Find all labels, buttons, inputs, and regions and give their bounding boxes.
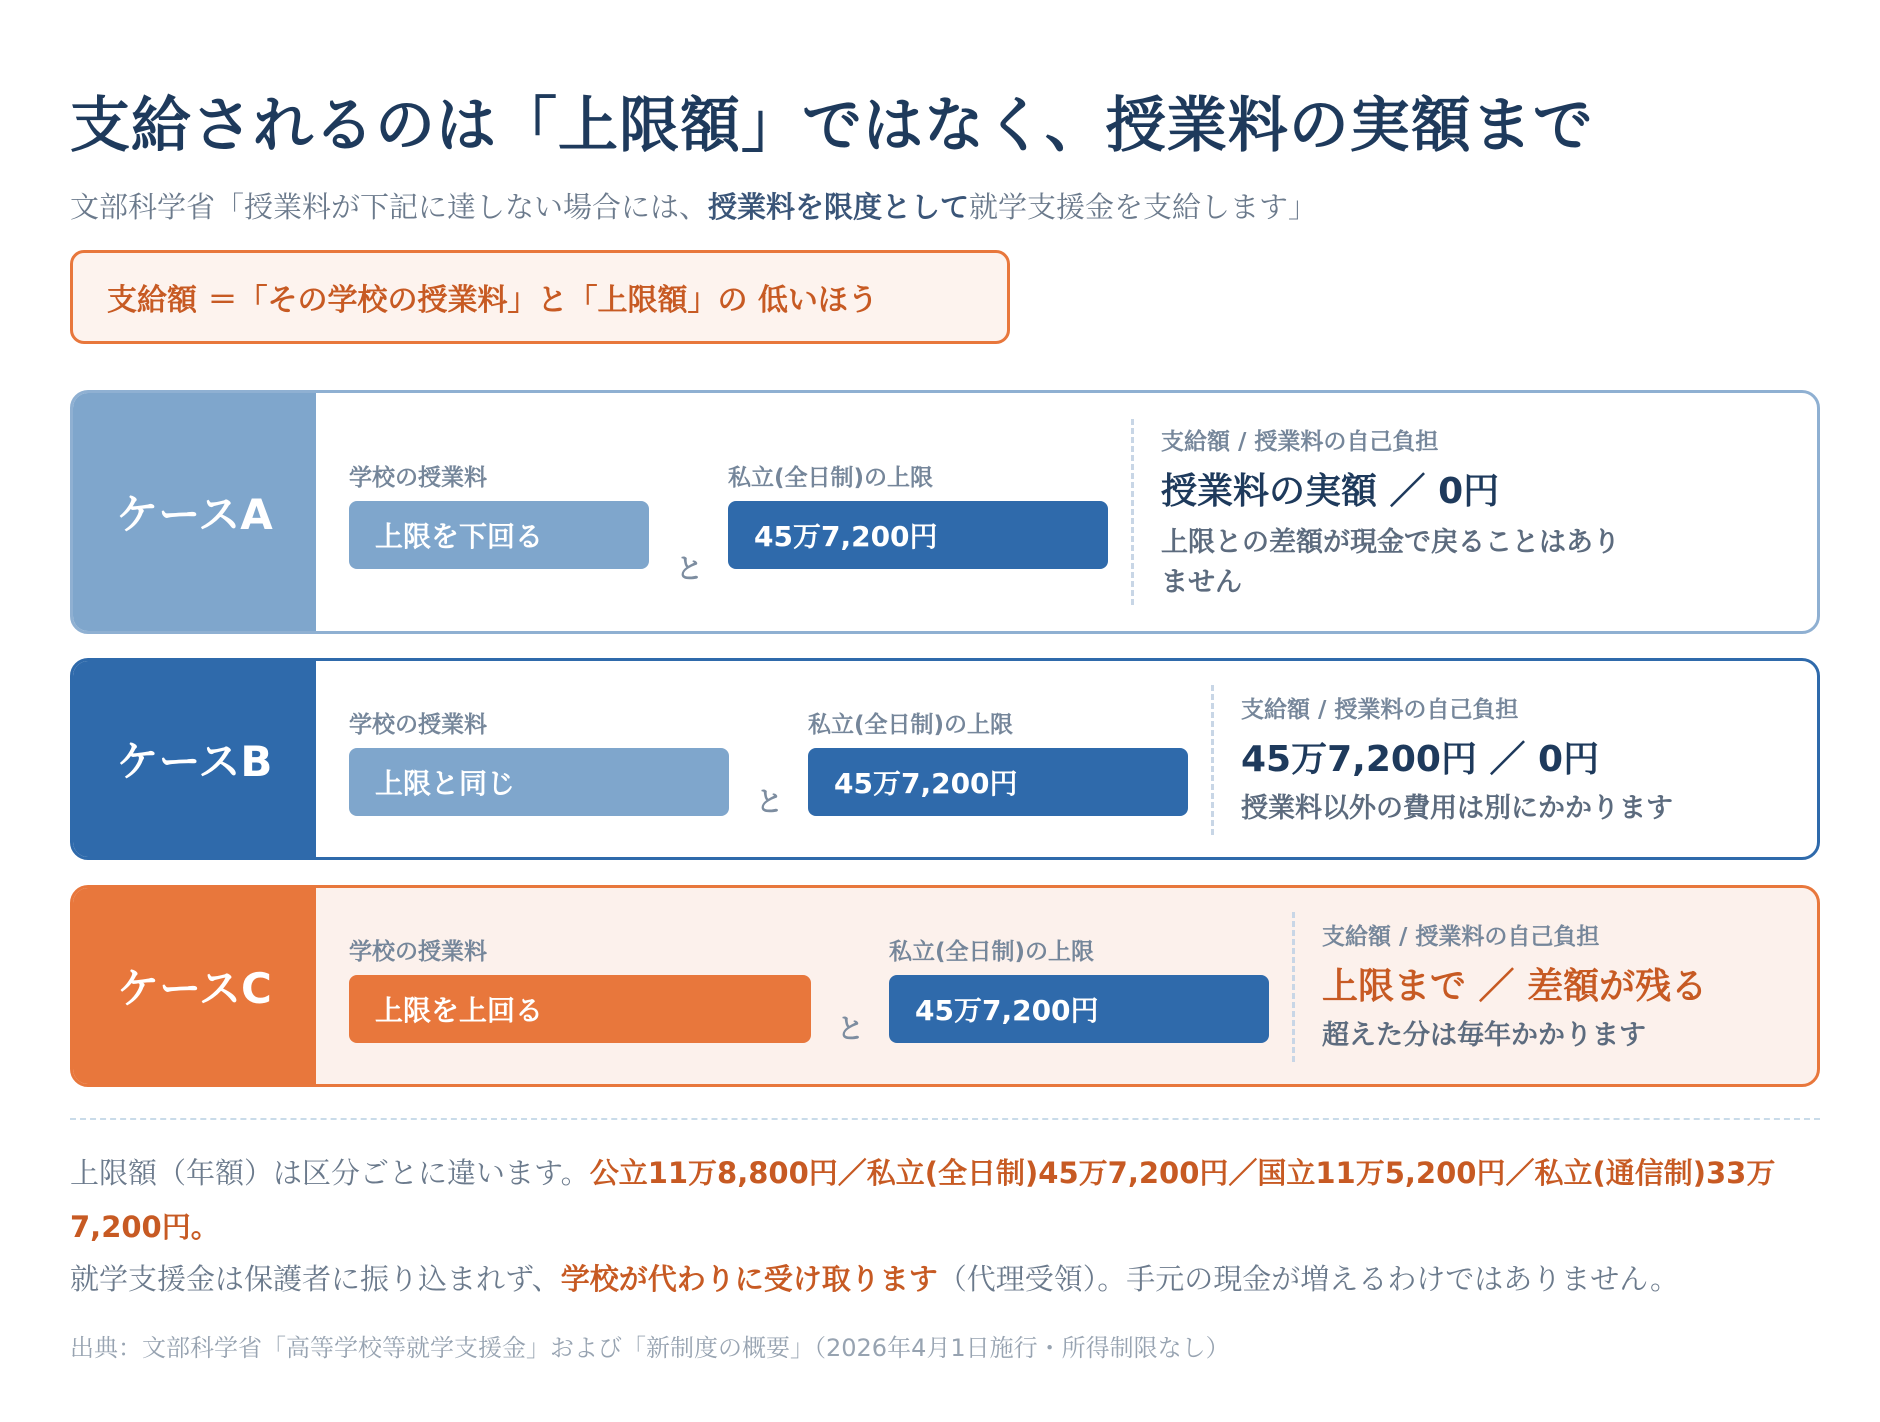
source-citation: 出典：文部科学省「高等学校等就学支援金」および「新制度の概要」（2026年4月1日施行・所得制限なし） bbox=[70, 1334, 1230, 1362]
footer-note-2-prefix: 就学支援金は保護者に振り込まれず、 bbox=[70, 1262, 561, 1296]
case-a-fee-pill: 上限を下回る bbox=[349, 501, 649, 569]
footer-note-1-emphasis: 公立11万8,800円／私立(全日制)45万7,200円／国立11万5,200円／私立(通信制)33万7,200円。 bbox=[70, 1156, 1776, 1244]
case-c-result-main: 上限まで ／ 差額が残る bbox=[1322, 966, 1708, 1007]
case-c-result-note: 超えた分は毎年かかります bbox=[1322, 1020, 1646, 1051]
page-title: 支給されるのは「上限額」ではなく、授業料の実額まで bbox=[70, 91, 1594, 161]
formula-text: 支給額 ＝「その学校の授業料」と「上限額」の 低いほう bbox=[107, 283, 878, 318]
subtitle-emphasis: 授業料を限度として bbox=[708, 190, 970, 224]
case-b-divider bbox=[1211, 685, 1214, 835]
case-c-limit-pill: 45万7,200円 bbox=[889, 975, 1269, 1043]
case-b-fee-label: 学校の授業料 bbox=[349, 712, 487, 738]
case-a-and: と bbox=[676, 554, 703, 585]
case-a-limit-label: 私立(全日制)の上限 bbox=[728, 465, 934, 491]
subtitle-suffix: 就学支援金を支給します」 bbox=[969, 190, 1318, 224]
case-b-card bbox=[70, 658, 1820, 860]
footer-note-2 bbox=[70, 1252, 1830, 1306]
case-c-and: と bbox=[837, 1014, 864, 1045]
case-b-limit-pill: 45万7,200円 bbox=[808, 748, 1188, 816]
case-a-result-head: 支給額 / 授業料の自己負担 bbox=[1161, 429, 1439, 455]
footer-note-1-text: 上限額（年額）は区分ごとに違います。 bbox=[70, 1156, 590, 1190]
case-b-result-main: 45万7,200円 ／ 0円 bbox=[1241, 739, 1600, 780]
formula-box bbox=[70, 250, 1010, 344]
footer-note-1 bbox=[70, 1146, 1830, 1254]
case-a-limit-pill: 45万7,200円 bbox=[728, 501, 1108, 569]
case-c-divider bbox=[1292, 912, 1295, 1062]
footer-divider bbox=[70, 1118, 1820, 1120]
subtitle-prefix: 文部科学省「授業料が下記に達しない場合には、 bbox=[70, 190, 709, 224]
footer-note-2-emphasis: 学校が代わりに受け取ります bbox=[560, 1262, 938, 1296]
case-a-result-note: 上限との差額が現金で戻ることはありません bbox=[1161, 527, 1620, 598]
case-c-fee-label: 学校の授業料 bbox=[349, 939, 487, 965]
subtitle bbox=[70, 185, 1317, 226]
case-b-fee-pill: 上限と同じ bbox=[349, 748, 729, 816]
case-a-divider bbox=[1131, 419, 1134, 605]
case-c-label: ケースC bbox=[73, 888, 316, 1084]
case-a-label: ケースA bbox=[73, 393, 316, 631]
case-a-result-main: 授業料の実額 ／ 0円 bbox=[1161, 471, 1500, 512]
footer-note-2-suffix: （代理受領）。手元の現金が増えるわけではありません。 bbox=[937, 1262, 1679, 1296]
case-b-result-note: 授業料以外の費用は別にかかります bbox=[1241, 793, 1673, 824]
case-a-card bbox=[70, 390, 1820, 634]
case-c-limit-label: 私立(全日制)の上限 bbox=[889, 939, 1095, 965]
case-a-fee-label: 学校の授業料 bbox=[349, 465, 487, 491]
case-c-fee-pill: 上限を上回る bbox=[349, 975, 811, 1043]
case-b-result-head: 支給額 / 授業料の自己負担 bbox=[1241, 697, 1519, 723]
case-c-card bbox=[70, 885, 1820, 1087]
case-b-limit-label: 私立(全日制)の上限 bbox=[808, 712, 1014, 738]
case-b-and: と bbox=[756, 787, 783, 818]
case-c-result-head: 支給額 / 授業料の自己負担 bbox=[1322, 924, 1600, 950]
case-b-label: ケースB bbox=[73, 661, 316, 857]
